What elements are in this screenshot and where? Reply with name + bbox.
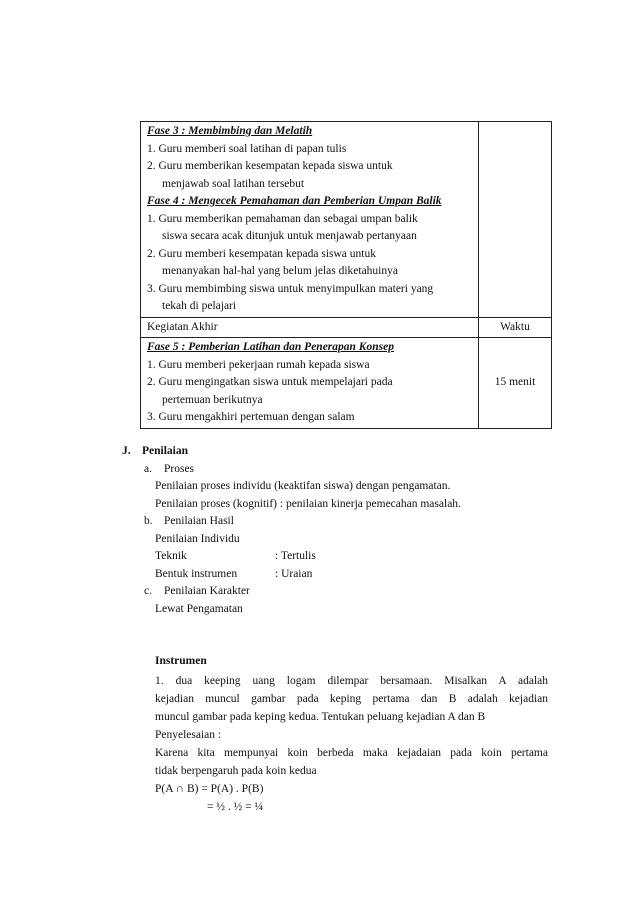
- answer-line: Karena kita mempunyai koin berbeda maka kejadaian pada koin pertama: [155, 747, 548, 759]
- table-row: [141, 122, 552, 318]
- formula-result: = ½ . ½ = ¼: [207, 801, 264, 813]
- list-item: 3. Guru membimbing siswa untuk menyimpulkan materi yang: [147, 282, 434, 295]
- phase4-title: Fase 4 : Mengecek Pemahaman dan Pemberian Umpan Balik: [147, 195, 442, 207]
- list-item-continuation: siswa secara acak ditunjuk untuk menjawab pertanyaan: [162, 230, 417, 242]
- subsection-a: a. Proses: [144, 462, 195, 475]
- header-activity: Kegiatan Akhir: [141, 317, 479, 338]
- formula-line: P(A ∩ B) = P(A) . P(B): [155, 783, 264, 795]
- list-item: 1. Guru memberi pekerjaan rumah kepada siswa: [147, 358, 370, 371]
- process-line-2: Penilaian proses (kognitif) : penilaian kinerja pemecahan masalah.: [155, 497, 461, 510]
- list-item: 2. Guru memberi kesempatan kepada siswa untuk: [147, 247, 376, 260]
- character-method: Lewat Pengamatan: [155, 602, 243, 615]
- phase3-title: Fase 3 : Membimbing dan Melatih: [147, 125, 313, 137]
- list-item-continuation: menanyakan hal-hal yang belum jelas diketahuinya: [162, 265, 398, 277]
- list-item-continuation: tekah di pelajari: [162, 300, 237, 312]
- list-item-continuation: pertemuan berikutnya: [162, 393, 263, 406]
- process-line-1: Penilaian proses individu (keaktifan siswa) dengan pengamatan.: [155, 480, 451, 492]
- list-item: 2. Guru mengingatkan siswa untuk mempelajari pada: [147, 376, 393, 388]
- list-item: 3. Guru mengakhiri pertemuan dengan salam: [147, 411, 355, 423]
- section-heading: J. Penilaian: [122, 445, 189, 457]
- subsection-c: c. Penilaian Karakter: [144, 585, 250, 597]
- list-item-continuation: menjawab soal latihan tersebut: [162, 177, 305, 190]
- assessment-section: [122, 443, 562, 618]
- solution-label: Penyelesaian :: [155, 729, 222, 741]
- core-activity-cell: [141, 122, 479, 318]
- question-line: kejadian muncul gambar pada keping pertama dan B adalah kejadian: [155, 693, 548, 705]
- core-time-cell: [479, 122, 552, 318]
- instrument-title: Instrumen: [155, 655, 207, 667]
- lesson-activity-table: [140, 121, 552, 429]
- phase5-title: Fase 5 : Pemberian Latihan dan Penerapan Konsep: [147, 341, 394, 353]
- question-line: 1. dua keeping uang logam dilempar bersamaan. Misalkan A adalah: [155, 675, 548, 687]
- list-item: 2. Guru memberikan kesempatan kepada siswa untuk: [147, 160, 393, 172]
- closing-time-cell: 15 menit: [479, 338, 552, 429]
- instrument-form-row: Bentuk instrumen : Uraian: [155, 567, 313, 580]
- table-row: [141, 338, 552, 429]
- header-time: Waktu: [479, 317, 552, 338]
- instrument-section: [155, 652, 548, 816]
- question-line: muncul gambar pada keping kedua. Tentukan peluang kejadian A dan B: [155, 711, 486, 723]
- list-item: 1. Guru memberi soal latihan di papan tulis: [147, 142, 347, 155]
- subsection-b: b. Penilaian Hasil: [144, 515, 234, 527]
- list-item: 1. Guru memberikan pemahaman dan sebagai umpan balik: [147, 212, 418, 225]
- individual-assessment: Penilaian Individu: [155, 532, 240, 545]
- closing-activity-cell: [141, 338, 479, 429]
- technique-row: Teknik : Tertulis: [155, 550, 316, 562]
- answer-line: tidak berpengaruh pada koin kedua: [155, 765, 317, 777]
- table-header-row: [141, 317, 552, 338]
